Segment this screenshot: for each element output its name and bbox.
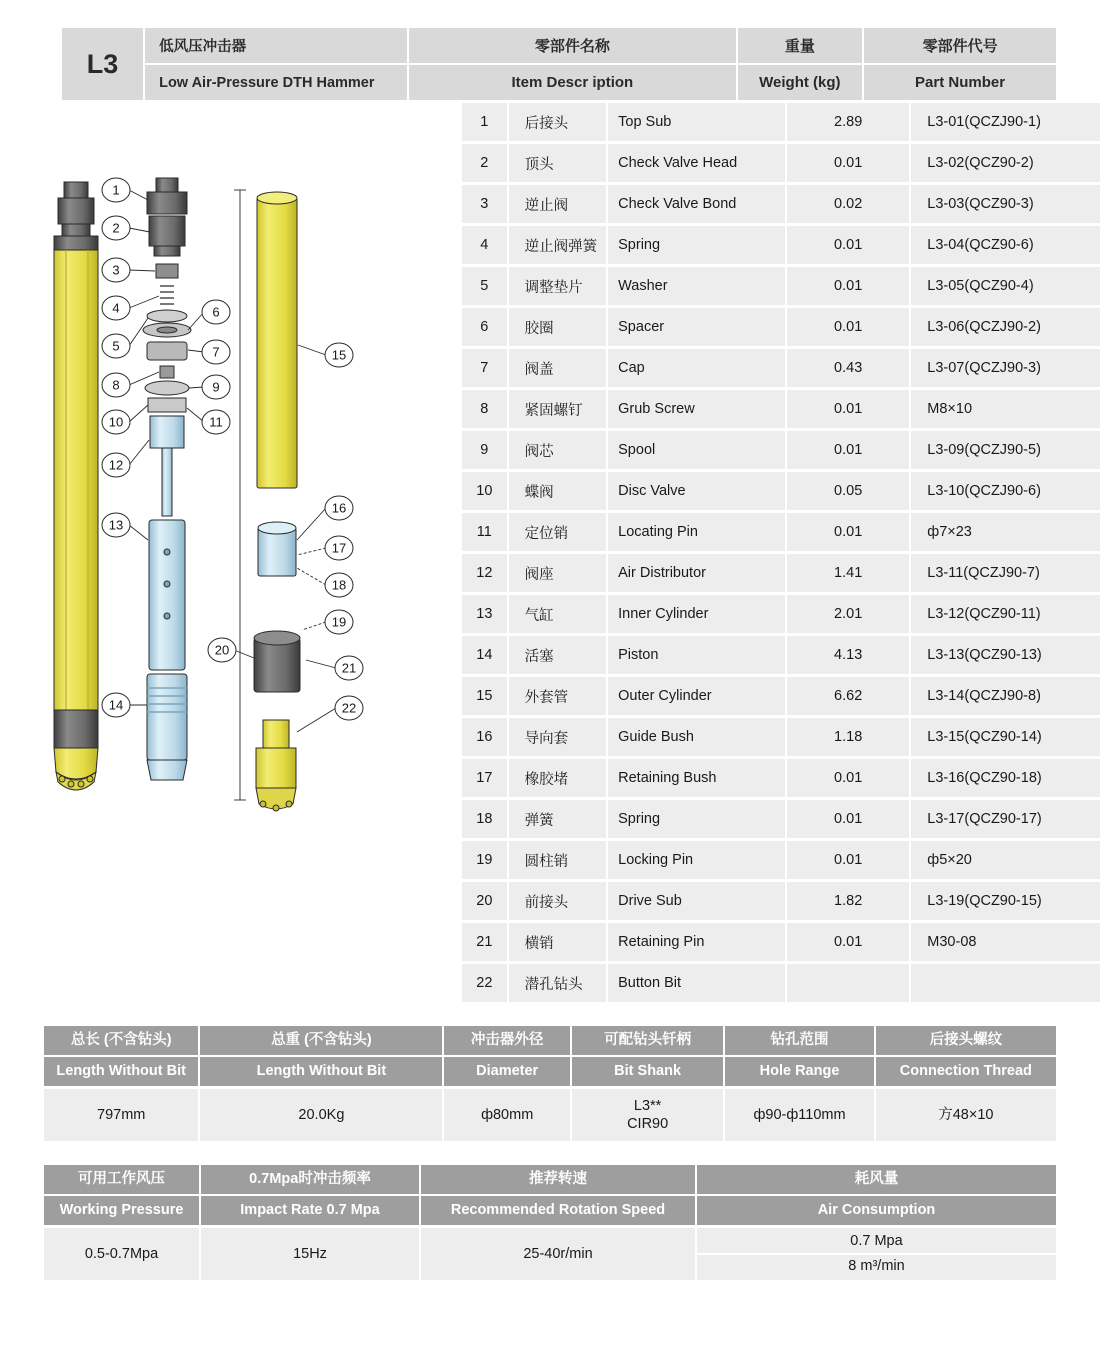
spec1-col-bitshank-en: Bit Shank (572, 1055, 723, 1086)
part-name-en: Disc Valve (608, 472, 785, 510)
part-name-en: Retaining Bush (608, 759, 785, 797)
exploded-diagram (44, 160, 424, 820)
part-number-index: 3 (462, 185, 507, 223)
part-name-cn: 阀芯 (509, 431, 607, 469)
part-code: L3-07(QCZJ90-3) (911, 349, 1100, 387)
spec1-col-weight (200, 1026, 442, 1086)
part-code: L3-10(QCZJ90-6) (911, 472, 1100, 510)
callout-label: 18 (331, 577, 347, 593)
spec1-value-row (44, 1089, 1056, 1141)
table-row (462, 185, 1100, 223)
part-name-cn: 胶圈 (509, 308, 607, 346)
part-weight: 1.41 (787, 554, 909, 592)
part-code: L3-05(QCZ90-4) (911, 267, 1100, 305)
callout-label: 12 (108, 457, 124, 473)
callout-label: 11 (209, 414, 223, 430)
part-code: L3-16(QCZ90-18) (911, 759, 1100, 797)
part-name-en: Check Valve Head (608, 144, 785, 182)
callout-label: 21 (341, 660, 357, 676)
part-code: L3-12(QCZ90-11) (911, 595, 1100, 633)
table-row (462, 595, 1100, 633)
parts-table (462, 103, 1100, 1002)
part-name-cn: 横销 (509, 923, 607, 961)
part-name-en: Air Distributor (608, 554, 785, 592)
spec1-col-weight-en: Length Without Bit (200, 1055, 442, 1086)
spec2-col-impactrate (201, 1165, 419, 1225)
table-row (462, 636, 1100, 674)
spec1-col-bitshank (572, 1026, 723, 1086)
part-code: L3-04(QCZ90-6) (911, 226, 1100, 264)
spec1-header-row (44, 1026, 1056, 1086)
table-row (462, 759, 1100, 797)
part-weight: 2.01 (787, 595, 909, 633)
part-weight: 0.01 (787, 513, 909, 551)
spec2-value-impactrate: 15Hz (201, 1228, 419, 1280)
part-name-cn: 顶头 (509, 144, 607, 182)
table-row (462, 103, 1100, 141)
spec1-value-length: 797mm (44, 1089, 198, 1141)
spec-table-dimensions (44, 1026, 1056, 1141)
part-code: L3-02(QCZ90-2) (911, 144, 1100, 182)
table-row (462, 472, 1100, 510)
part-code: M8×10 (911, 390, 1100, 428)
spec1-value-bitshank-line1: L3** (633, 1097, 662, 1114)
product-name-en: Low Air-Pressure DTH Hammer (145, 63, 407, 100)
part-weight: 0.01 (787, 308, 909, 346)
spec2-value-rotation: 25-40r/min (421, 1228, 695, 1280)
part-name-en: Spring (608, 226, 785, 264)
part-name-en: Button Bit (608, 964, 785, 1002)
column-header-weight-en: Weight (kg) (738, 63, 863, 100)
spec1-col-holerange (725, 1026, 873, 1086)
part-name-en: Drive Sub (608, 882, 785, 920)
assembled-hammer (54, 182, 98, 790)
part-name-en: Locking Pin (608, 841, 785, 879)
part-number-index: 10 (462, 472, 507, 510)
column-header-part-cn: 零部件代号 (922, 38, 998, 55)
product-name-cn: 低风压冲击器 (159, 39, 247, 55)
callout-label: 3 (112, 262, 120, 278)
callout-layer (102, 178, 363, 720)
spec2-value-air-line2: 8 m³/min (697, 1253, 1056, 1275)
table-row (462, 800, 1100, 838)
spec1-col-diameter-en: Diameter (444, 1055, 570, 1086)
column-header-item-en: Item Descr iption (409, 63, 735, 100)
part-number-index: 9 (462, 431, 507, 469)
part-name-cn: 阀座 (509, 554, 607, 592)
callout-label: 10 (108, 414, 124, 430)
part-name-en: Retaining Pin (608, 923, 785, 961)
part-weight: 6.62 (787, 677, 909, 715)
part-name-en: Guide Bush (608, 718, 785, 756)
part-name-cn: 定位销 (509, 513, 607, 551)
part-code (911, 964, 1100, 1002)
spec1-col-holerange-cn: 钻孔范围 (770, 1031, 829, 1048)
spec2-value-air-line1: 0.7 Mpa (850, 1233, 903, 1250)
spec2-col-airconsumption-en: Air Consumption (697, 1194, 1056, 1225)
part-weight: 0.02 (787, 185, 909, 223)
part-number-index: 21 (462, 923, 507, 961)
part-code: L3-17(QCZ90-17) (911, 800, 1100, 838)
part-number-index: 13 (462, 595, 507, 633)
header-row (62, 28, 1056, 100)
part-name-en: Washer (608, 267, 785, 305)
callout-label: 15 (331, 347, 347, 363)
spec1-value-diameter: ф80mm (444, 1089, 570, 1141)
spec2-col-pressure-en: Working Pressure (44, 1194, 199, 1225)
callout-label: 2 (112, 220, 120, 236)
part-number-index: 16 (462, 718, 507, 756)
part-name-en: Outer Cylinder (608, 677, 785, 715)
part-number-index: 18 (462, 800, 507, 838)
spec1-col-thread-en: Connection Thread (876, 1055, 1056, 1086)
spec1-col-holerange-en: Hole Range (725, 1055, 873, 1086)
spec2-value-pressure: 0.5-0.7Mpa (44, 1228, 199, 1280)
spec2-col-rotation (421, 1165, 695, 1225)
part-weight: 0.01 (787, 800, 909, 838)
part-name-cn: 后接头 (509, 103, 607, 141)
callout-label: 9 (212, 379, 220, 395)
table-row (462, 882, 1100, 920)
part-name-en: Grub Screw (608, 390, 785, 428)
table-row (462, 308, 1100, 346)
part-number-index: 6 (462, 308, 507, 346)
column-header-item-cn: 零部件名称 (534, 38, 610, 55)
spec1-value-bitshank (572, 1089, 723, 1141)
part-weight: 0.01 (787, 759, 909, 797)
part-number-index: 12 (462, 554, 507, 592)
part-number-index: 22 (462, 964, 507, 1002)
spec1-col-diameter (444, 1026, 570, 1086)
part-name-en: Piston (608, 636, 785, 674)
table-row (462, 718, 1100, 756)
spec2-col-impactrate-en: Impact Rate 0.7 Mpa (201, 1194, 419, 1225)
part-name-cn: 橡胶堵 (509, 759, 607, 797)
spec1-col-thread-cn: 后接头螺纹 (929, 1031, 1003, 1048)
part-name-en: Spacer (608, 308, 785, 346)
exploded-components (143, 178, 300, 811)
column-header-part-en: Part Number (864, 63, 1056, 100)
part-weight: 0.01 (787, 144, 909, 182)
part-number-index: 14 (462, 636, 507, 674)
spec1-col-bitshank-cn: 可配钻头钎柄 (604, 1031, 692, 1048)
spec2-col-rotation-en: Recommended Rotation Speed (421, 1194, 695, 1225)
table-row (462, 513, 1100, 551)
spec2-col-pressure-cn: 可用工作风压 (78, 1170, 165, 1187)
part-weight: 1.18 (787, 718, 909, 756)
part-name-cn: 弹簧 (509, 800, 607, 838)
part-name-cn: 紧固螺钉 (509, 390, 607, 428)
spec1-value-bitshank-line2: CIR90 (627, 1116, 669, 1132)
part-name-cn: 导向套 (509, 718, 607, 756)
part-name-cn: 外套管 (509, 677, 607, 715)
part-weight: 0.01 (787, 841, 909, 879)
part-code: ф7×23 (911, 513, 1100, 551)
callout-label: 16 (331, 500, 347, 516)
callout-label: 8 (112, 377, 120, 393)
part-weight: 0.01 (787, 390, 909, 428)
part-number-index: 19 (462, 841, 507, 879)
part-name-cn: 气缸 (509, 595, 607, 633)
part-weight: 0.01 (787, 431, 909, 469)
spec2-col-pressure (44, 1165, 199, 1225)
part-name-cn: 逆止阀 (509, 185, 607, 223)
table-row (462, 841, 1100, 879)
part-code: L3-13(QCZ90-13) (911, 636, 1100, 674)
callout-label: 22 (341, 700, 357, 716)
spec2-col-airconsumption-cn: 耗风量 (854, 1170, 899, 1187)
spec2-col-airconsumption (697, 1165, 1056, 1225)
part-weight: 0.01 (787, 226, 909, 264)
spec1-col-length-en: Length Without Bit (44, 1055, 198, 1086)
part-code: L3-19(QCZ90-15) (911, 882, 1100, 920)
part-number-index: 11 (462, 513, 507, 551)
part-number-index: 1 (462, 103, 507, 141)
part-weight: 4.13 (787, 636, 909, 674)
part-name-en: Spool (608, 431, 785, 469)
table-row (462, 923, 1100, 961)
callout-label: 6 (212, 304, 220, 320)
part-name-cn: 活塞 (509, 636, 607, 674)
part-weight: 0.01 (787, 267, 909, 305)
part-code: L3-11(QCZJ90-7) (911, 554, 1100, 592)
part-weight: 2.89 (787, 103, 909, 141)
callout-label: 14 (108, 697, 124, 713)
part-code: L3-01(QCZJ90-1) (911, 103, 1100, 141)
part-name-cn: 逆止阀弹簧 (509, 226, 607, 264)
table-row (462, 349, 1100, 387)
part-name-cn: 调整垫片 (509, 267, 607, 305)
part-weight: 1.82 (787, 882, 909, 920)
column-header-part (864, 28, 1056, 100)
part-name-en: Locating Pin (608, 513, 785, 551)
callout-label: 17 (331, 540, 347, 556)
part-name-en: Cap (608, 349, 785, 387)
model-badge: L3 (62, 28, 143, 100)
table-row (462, 144, 1100, 182)
part-weight: 0.05 (787, 472, 909, 510)
spec1-col-thread (876, 1026, 1056, 1086)
callout-label: 4 (112, 300, 120, 316)
spec2-header-row (44, 1165, 1056, 1225)
spec1-col-length-cn: 总长 (不含钻头) (70, 1031, 172, 1048)
table-row (462, 431, 1100, 469)
spec1-value-weight: 20.0Kg (200, 1089, 442, 1141)
part-weight: 0.01 (787, 923, 909, 961)
part-name-en: Spring (608, 800, 785, 838)
part-code: L3-14(QCZJ90-8) (911, 677, 1100, 715)
spec2-value-airconsumption (697, 1228, 1056, 1280)
part-number-index: 15 (462, 677, 507, 715)
product-name-cell (145, 28, 407, 100)
callout-label: 13 (108, 517, 124, 533)
callout-label: 5 (112, 338, 120, 354)
callout-label: 20 (214, 642, 230, 658)
part-name-en: Top Sub (608, 103, 785, 141)
part-name-en: Check Valve Bond (608, 185, 785, 223)
spec1-value-holerange: ф90-ф110mm (725, 1089, 873, 1141)
part-number-index: 8 (462, 390, 507, 428)
part-code: L3-06(QCZJ90-2) (911, 308, 1100, 346)
part-number-index: 7 (462, 349, 507, 387)
part-code: ф5×20 (911, 841, 1100, 879)
part-name-cn: 蝶阀 (509, 472, 607, 510)
table-row (462, 964, 1100, 1002)
spec2-col-impactrate-cn: 0.7Mpa时冲击频率 (249, 1170, 371, 1187)
part-name-cn: 圆柱销 (509, 841, 607, 879)
spec1-col-length (44, 1026, 198, 1086)
spec1-col-weight-cn: 总重 (不含钻头) (271, 1031, 372, 1048)
callout-label: 1 (112, 182, 120, 198)
column-header-weight (738, 28, 863, 100)
part-code: L3-03(QCZ90-3) (911, 185, 1100, 223)
part-number-index: 17 (462, 759, 507, 797)
table-row (462, 267, 1100, 305)
column-header-item (409, 28, 735, 100)
part-weight: 0.43 (787, 349, 909, 387)
callout-label: 19 (331, 614, 347, 630)
part-name-cn: 潜孔钻头 (509, 964, 607, 1002)
part-number-index: 20 (462, 882, 507, 920)
part-code: M30-08 (911, 923, 1100, 961)
part-weight (787, 964, 909, 1002)
spec2-value-row (44, 1228, 1056, 1280)
spec-table-performance (44, 1165, 1056, 1280)
table-row (462, 677, 1100, 715)
spec1-value-thread: 方48×10 (876, 1089, 1056, 1141)
column-header-weight-cn: 重量 (784, 38, 815, 55)
table-row (462, 226, 1100, 264)
part-number-index: 4 (462, 226, 507, 264)
table-row (462, 390, 1100, 428)
table-row (462, 554, 1100, 592)
callout-label: 7 (212, 344, 220, 360)
spec2-col-rotation-cn: 推荐转速 (529, 1170, 587, 1187)
spec1-col-diameter-cn: 冲击器外径 (470, 1031, 544, 1048)
part-code: L3-09(QCZJ90-5) (911, 431, 1100, 469)
part-name-cn: 前接头 (509, 882, 607, 920)
part-name-cn: 阀盖 (509, 349, 607, 387)
part-number-index: 5 (462, 267, 507, 305)
part-code: L3-15(QCZ90-14) (911, 718, 1100, 756)
part-number-index: 2 (462, 144, 507, 182)
part-name-en: Inner Cylinder (608, 595, 785, 633)
